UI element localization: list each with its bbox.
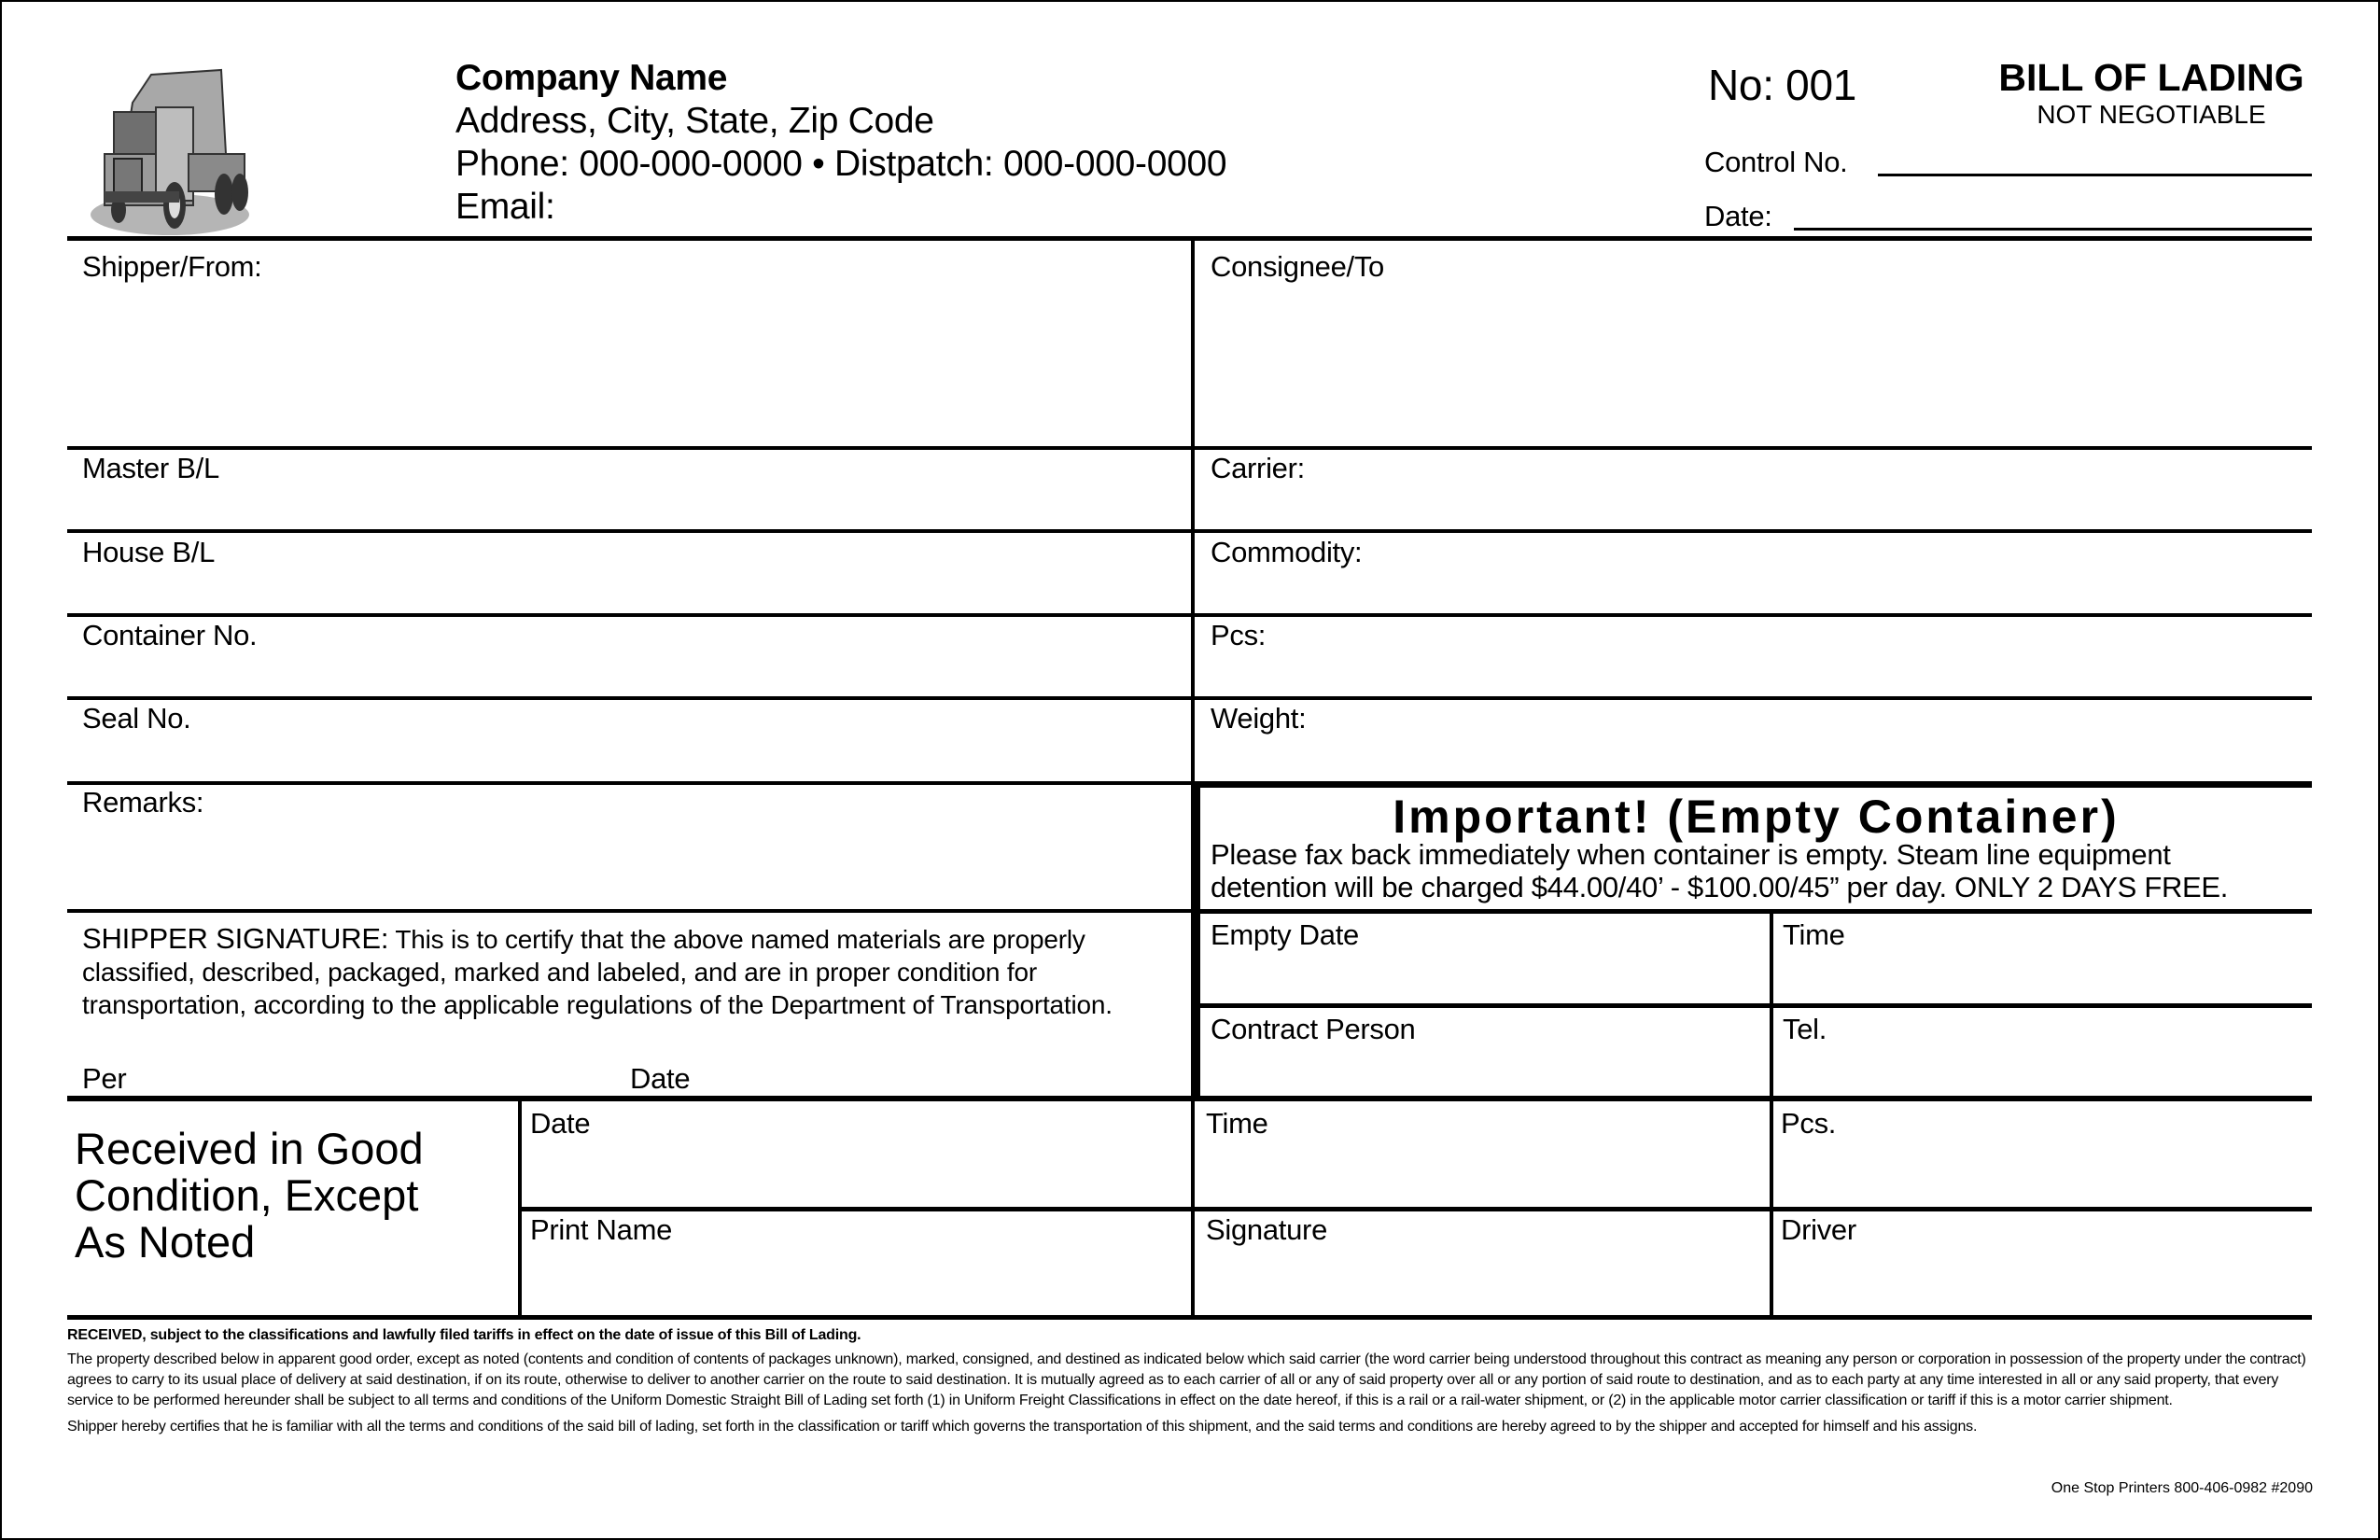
received-time-field[interactable]: Time [1206, 1107, 1268, 1140]
important-col-divider [1770, 912, 1773, 1099]
received-line1: Received in Good [75, 1124, 424, 1173]
shipper-certification [82, 922, 1183, 1021]
shipper-from-field[interactable]: Shipper/From: [82, 250, 262, 283]
important-notice-line2: detention will be charged $44.00/40’ - $100.00/45” per day. ONLY 2 DAYS FREE. [1211, 871, 2229, 903]
printer-credit: One Stop Printers 800-406-0982 #2090 [2051, 1480, 2313, 1496]
received-pcs-field[interactable]: Pcs. [1781, 1107, 1837, 1140]
shipper-date-field[interactable]: Date [630, 1062, 691, 1095]
received-bottom-divider [67, 1315, 2312, 1320]
received-line2: Condition, Except [75, 1170, 419, 1220]
document-number-label: No: [1708, 61, 1774, 109]
house-bl-field[interactable]: House B/L [82, 536, 216, 568]
company-name: Company Name [455, 58, 728, 98]
terms-fine-print [67, 1325, 2307, 1437]
row-divider [67, 446, 2312, 450]
header-divider [67, 236, 2312, 241]
print-name-field[interactable]: Print Name [530, 1213, 673, 1246]
row-divider [67, 909, 1193, 913]
document-number [1708, 60, 1856, 110]
document-subtitle: NOT NEGOTIABLE [2037, 100, 2266, 129]
remarks-field[interactable]: Remarks: [82, 786, 204, 819]
important-notice-line1: Please fax back immediately when container is empty. Steam line equipment [1211, 838, 2171, 871]
seal-no-field[interactable]: Seal No. [82, 702, 191, 735]
received-line3: As Noted [75, 1217, 256, 1267]
per-signature-field[interactable]: Per [82, 1062, 127, 1095]
company-phone: Phone: 000-000-0000 • Distpatch: 000-000-0000 [455, 144, 1227, 184]
control-no-field[interactable] [1878, 174, 2312, 176]
company-email-label: Email: [455, 187, 555, 227]
company-address: Address, City, State, Zip Code [455, 101, 934, 141]
control-no-label: Control No. [1704, 146, 1848, 178]
commodity-field[interactable]: Commodity: [1211, 536, 1363, 568]
important-title: Important! (Empty Container) [1393, 791, 2120, 843]
received-mid-divider [520, 1207, 2312, 1211]
signature-field[interactable]: Signature [1206, 1213, 1328, 1246]
shipper-signature-heading: SHIPPER SIGNATURE: [82, 922, 389, 955]
tel-field[interactable]: Tel. [1783, 1013, 1827, 1045]
carrier-field[interactable]: Carrier: [1211, 452, 1305, 484]
weight-field[interactable]: Weight: [1211, 702, 1307, 735]
terms-paragraph: The property described below in apparent good order, except as noted (contents and condition of contents of packages unknown), marked, consigned, and destined as indicated below which said carrier (the word carrier being understood throughout this contract as meaning any person or corporation in possession of the property under the contract) agrees to carry to its usual place of delivery at said destination, if on its route, otherwise to deliver to another carrier on the route to said destination. It is mutually agreed as to each carrier of all or any of said property over all or any portion of said route to destination, and as to each party at any time interested in all or any said property, that every service to be performed hereunder shall be subject to all terms and conditions of the Uniform Domestic Straight Bill of Lading set forth (1) in Uniform Freight Classifications in effect on the date hereof, if this is a rail or a rail-water shipment, or (2) in the applicable motor carrier classification or tariff if this is a motor carrier shipment. [67, 1351, 2306, 1408]
important-row-divider [1195, 1003, 2312, 1008]
certification-line3: transportation, according to the applicable regulations of the Department of Transportation. [82, 990, 1113, 1019]
contract-person-field[interactable]: Contract Person [1211, 1013, 1416, 1045]
certification-line1: This is to certify that the above named materials are properly [395, 925, 1085, 954]
received-date-field[interactable]: Date [530, 1107, 591, 1140]
document-number-value: 001 [1785, 61, 1857, 109]
row-divider [67, 613, 2312, 617]
master-bl-field[interactable]: Master B/L [82, 452, 219, 484]
container-no-field[interactable]: Container No. [82, 619, 258, 651]
row-divider [67, 696, 2312, 700]
consignee-to-field[interactable]: Consignee/To [1211, 250, 1384, 283]
date-label: Date: [1704, 200, 1772, 232]
pcs-field[interactable]: Pcs: [1211, 619, 1267, 651]
terms-heading: RECEIVED, subject to the classifications and lawfully filed tariffs in effect on the date of issue of this Bill of Lading. [67, 1327, 861, 1343]
terms-certification: Shipper hereby certifies that he is familiar with all the terms and conditions of the said bill of lading, set forth in the classification or tariff which governs the transportation of this shipment, and the said terms and conditions are hereby agreed to by the shipper and accepted for himself and his assigns. [67, 1419, 1978, 1435]
truck-logo [67, 65, 301, 238]
important-time-field[interactable]: Time [1783, 918, 1845, 951]
driver-field[interactable]: Driver [1781, 1213, 1856, 1246]
certification-line2: classified, described, packaged, marked and labeled, and are in proper condition for [82, 958, 1037, 987]
received-top-divider [67, 1096, 2312, 1101]
document-title: BILL OF LADING [1998, 56, 2304, 99]
document-title-block [1979, 56, 2324, 130]
row-divider [67, 781, 1193, 785]
row-divider [67, 529, 2312, 533]
received-statement [75, 1126, 424, 1266]
important-divider [1195, 909, 2312, 914]
empty-date-field[interactable]: Empty Date [1211, 918, 1359, 951]
semi-truck-icon [67, 65, 301, 238]
date-field[interactable] [1794, 228, 2312, 231]
